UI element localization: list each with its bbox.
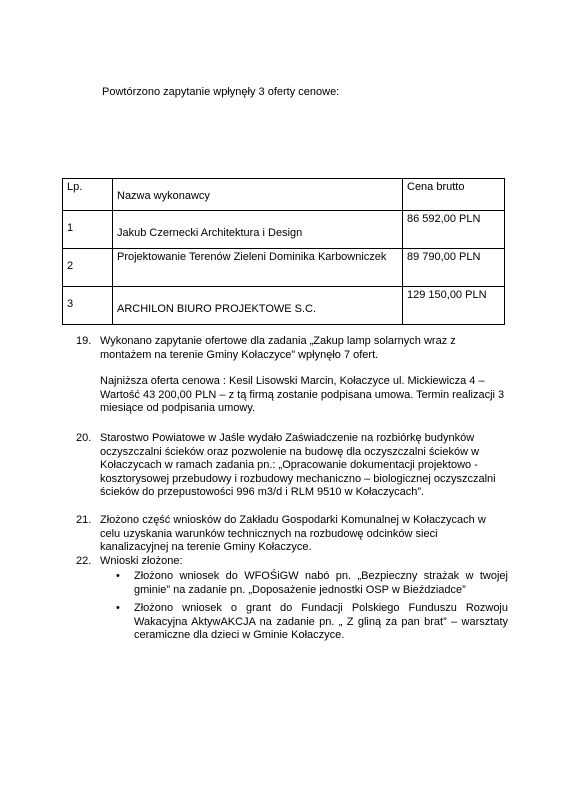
list-item-19 (76, 335, 508, 416)
cell-lp: 3 (63, 287, 113, 325)
item-text: Złożono część wniosków do Zakładu Gospodarki Komunalnej w Kołaczycach w celu uzyskania warunków technicznych na rozbudowę odcinków sieci kanalizacyjnej na terenie Gminy Kołaczyce. (100, 514, 486, 553)
cell-name: Projektowanie Terenów Zieleni Dominika Karbowniczek (113, 249, 403, 287)
item-number: 20. (76, 432, 92, 444)
list-item-22 (76, 555, 508, 569)
item-text: Wykonano zapytanie ofertowe dla zadania „Zakup lamp solarnych wraz z montażem na terenie Gminy Kołaczyce” wpłynęło 7 ofert. (100, 335, 456, 361)
item-number: 19. (76, 335, 92, 347)
table-row (63, 287, 505, 325)
item-text: Wnioski złożone: (100, 555, 183, 567)
intro-text: Powtórzono zapytanie wpłynęły 3 oferty cenowe: (102, 86, 340, 98)
cell-name: Jakub Czernecki Architektura i Design (113, 211, 403, 249)
header-name: Nazwa wykonawcy (113, 179, 403, 211)
bullet-item (116, 602, 508, 643)
table-header-row (63, 179, 505, 211)
table-row (63, 211, 505, 249)
bullet-icon: • (116, 570, 120, 582)
cell-lp: 2 (63, 249, 113, 287)
item-number: 21. (76, 514, 92, 526)
cell-price: 89 790,00 PLN (403, 249, 505, 287)
item-number: 22. (76, 555, 92, 567)
list-item-20 (76, 432, 508, 500)
bullet-item (116, 570, 508, 597)
cell-name: ARCHILON BIURO PROJEKTOWE S.C. (113, 287, 403, 325)
bullet-text: Złożono wniosek do WFOŚiGW nabó pn. „Bezpieczny strażak w twojej gminie” na zadanie pn. „Doposażenie jednostki OSP w Bieździadce” (134, 570, 508, 596)
offers-table (62, 178, 505, 325)
header-lp: Lp. (63, 179, 113, 211)
cell-price: 86 592,00 PLN (403, 211, 505, 249)
cell-lp: 1 (63, 211, 113, 249)
cell-price: 129 150,00 PLN (403, 287, 505, 325)
bullet-icon: • (116, 602, 120, 614)
item-text: Starostwo Powiatowe w Jaśle wydało Zaświadczenie na rozbiórkę budynków oczyszczalni ścieków oraz pozwolenie na budowę dla oczyszczalni ścieków w Kołaczycach w ramach zadania pn.: „Opracowanie dokumentacji projektowo - kosztorysowej przebudowy i rozbudowy mechaniczno – biologicznej oczyszczalni ścieków do przepustowości 996 m3/d i RLM 9510 w Kołaczycach”. (100, 432, 496, 498)
bullet-text: Złożono wniosek o grant do Fundacji Polskiego Funduszu Rozwoju Wakacyjna AktywAKCJA na zadanie pn. „ Z gliną za pan brat” – warsztaty ceramiczne dla dzieci w Gminie Kołaczyce. (134, 602, 508, 641)
list-item-21 (76, 514, 508, 555)
item-extra-text: Najniższa oferta cenowa : Kesil Lisowski Marcin, Kołaczyce ul. Mickiewicza 4 – Wartość 43 200,00 PLN – z tą firmą zostanie podpisana umowa. Termin realizacji 3 miesiące od podpisania umowy. (100, 375, 505, 414)
table-row (63, 249, 505, 287)
header-price: Cena brutto (403, 179, 505, 211)
